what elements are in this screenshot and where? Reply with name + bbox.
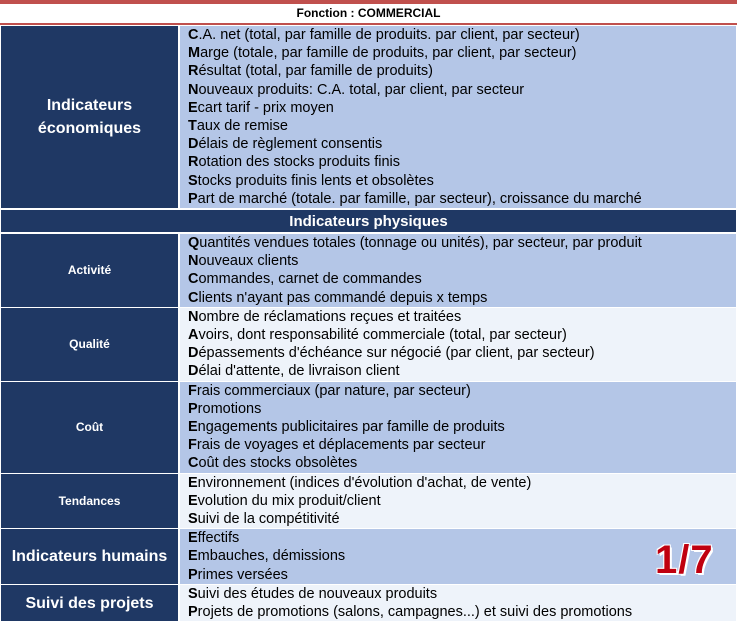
item-text: .A. net (total, par famille de produits. par client, par secteur): [198, 27, 580, 43]
table-row: [1, 209, 737, 233]
row-label-qualite: Qualité: [1, 307, 180, 381]
list-item: [188, 270, 736, 288]
item-list-qualite: [179, 307, 737, 381]
item-text: oût des stocks obsolètes: [198, 455, 358, 472]
list-item: [188, 44, 736, 62]
item-initial: N: [188, 253, 199, 270]
item-initial: E: [188, 548, 198, 565]
item-text: volution du mix produit/client: [197, 492, 381, 509]
item-text: tocks produits finis lents et obsolètes: [197, 172, 434, 189]
item-text: arge (totale, par famille de produits, par client, par secteur): [200, 45, 577, 62]
item-list-economic: [179, 26, 737, 210]
item-initial: E: [188, 530, 198, 547]
item-initial: P: [188, 190, 198, 207]
list-item: [188, 454, 736, 472]
row-label-activite: Activité: [1, 233, 180, 307]
item-initial: N: [188, 81, 199, 98]
item-initial: D: [188, 136, 199, 153]
item-text: lients n'ayant pas commandé depuis x temps: [198, 289, 488, 306]
list-item: [188, 418, 736, 436]
item-text: aux de remise: [196, 118, 288, 135]
item-text: ésultat (total, par famille de produits): [198, 63, 434, 80]
item-initial: E: [188, 474, 198, 491]
item-list-tendances: [179, 473, 737, 529]
item-text: ngagements publicitaires par famille de produits: [197, 419, 505, 436]
list-item: [188, 234, 736, 252]
item-initial: P: [188, 566, 198, 583]
table-row: [1, 584, 737, 621]
table-row: [1, 233, 737, 307]
item-initial: N: [188, 308, 199, 325]
row-label-cout: Coût: [1, 381, 180, 473]
item-text: voirs, dont responsabilité commerciale (total, par secteur): [198, 327, 567, 344]
item-initial: S: [188, 585, 198, 602]
item-initial: E: [188, 492, 198, 509]
table-row: [1, 529, 737, 585]
item-text: rojets de promotions (salons, campagnes...) et suivi des promotions: [197, 604, 633, 621]
list-item: [188, 252, 736, 270]
page-counter-badge: 1/7: [655, 538, 714, 582]
row-label-projets: Suivi des projets: [1, 584, 180, 621]
list-item: [188, 153, 736, 171]
item-text: élais de règlement consentis: [198, 136, 383, 153]
item-text: rais commerciaux (par nature, par secteur): [196, 382, 471, 399]
item-list-projets: [179, 584, 737, 621]
item-initial: T: [188, 118, 197, 135]
item-initial: D: [188, 345, 199, 362]
list-item: [188, 382, 736, 400]
item-initial: C: [188, 271, 199, 288]
item-initial: S: [188, 172, 198, 189]
list-item: [188, 81, 736, 99]
row-label-economic: Indicateurs économiques: [1, 26, 180, 210]
list-item: [188, 585, 736, 603]
list-item: [188, 529, 736, 547]
item-text: nvironnement (indices d'évolution d'achat, de vente): [197, 474, 532, 491]
list-item: [188, 603, 736, 621]
item-text: uivi des études de nouveaux produits: [197, 585, 438, 602]
item-list-humains: [179, 529, 737, 585]
table-row: [1, 473, 737, 529]
item-initial: R: [188, 63, 199, 80]
table-row: [1, 307, 737, 381]
table-row: [1, 26, 737, 210]
item-text: rais de voyages et déplacements par secteur: [196, 437, 486, 454]
indicator-table: [0, 25, 737, 622]
row-label-tendances: Tendances: [1, 473, 180, 529]
item-text: élai d'attente, de livraison client: [198, 363, 400, 380]
item-text: uantités vendues totales (tonnage ou unités), par secteur, par produit: [199, 235, 642, 252]
list-item: [188, 362, 736, 380]
list-item: [188, 344, 736, 362]
row-label-humains: Indicateurs humains: [1, 529, 180, 585]
section-header-physical: Indicateurs physiques: [1, 209, 737, 233]
item-initial: F: [188, 382, 197, 399]
item-initial: D: [188, 363, 199, 380]
item-initial: P: [188, 604, 198, 621]
list-item: [188, 99, 736, 117]
list-item: [188, 172, 736, 190]
item-initial: C: [188, 289, 199, 306]
table-row: [1, 381, 737, 473]
item-text: otation des stocks produits finis: [198, 154, 400, 171]
list-item: [188, 547, 736, 565]
item-text: mbauches, démissions: [197, 548, 346, 565]
item-text: ombre de réclamations reçues et traitées: [198, 308, 462, 325]
list-item: [188, 135, 736, 153]
list-item: [188, 190, 736, 208]
list-item: [188, 308, 736, 326]
item-text: cart tarif - prix moyen: [197, 99, 334, 116]
item-initial: A: [188, 327, 199, 344]
list-item: [188, 326, 736, 344]
item-initial: Q: [188, 235, 200, 252]
item-initial: C: [188, 27, 199, 43]
sheet-title: Fonction : COMMERCIAL: [0, 4, 737, 25]
item-initial: C: [188, 455, 199, 472]
list-item: [188, 400, 736, 418]
item-list-activite: [179, 233, 737, 307]
list-item: [188, 62, 736, 80]
item-initial: F: [188, 437, 197, 454]
item-text: ffectifs: [197, 530, 240, 547]
list-item: [188, 289, 736, 307]
item-initial: P: [188, 400, 198, 417]
list-item: [188, 474, 736, 492]
item-initial: M: [188, 45, 201, 62]
item-text: uivi de la compétitivité: [197, 511, 340, 528]
list-item: [188, 436, 736, 454]
item-text: art de marché (totale. par famille, par secteur), croissance du marché: [197, 190, 642, 207]
item-initial: E: [188, 419, 198, 436]
item-text: ommandes, carnet de commandes: [198, 271, 422, 288]
list-item: [188, 117, 736, 135]
list-item: [188, 566, 736, 584]
list-item: [188, 26, 736, 44]
item-initial: S: [188, 511, 198, 528]
item-initial: E: [188, 99, 198, 116]
item-text: rimes versées: [197, 566, 288, 583]
item-list-cout: [179, 381, 737, 473]
list-item: [188, 492, 736, 510]
item-text: épassements d'échéance sur négocié (par client, par secteur): [198, 345, 595, 362]
item-text: romotions: [197, 400, 262, 417]
item-initial: R: [188, 154, 199, 171]
list-item: [188, 510, 736, 528]
item-text: ouveaux clients: [198, 253, 299, 270]
item-text: ouveaux produits: C.A. total, par client, par secteur: [198, 81, 525, 98]
